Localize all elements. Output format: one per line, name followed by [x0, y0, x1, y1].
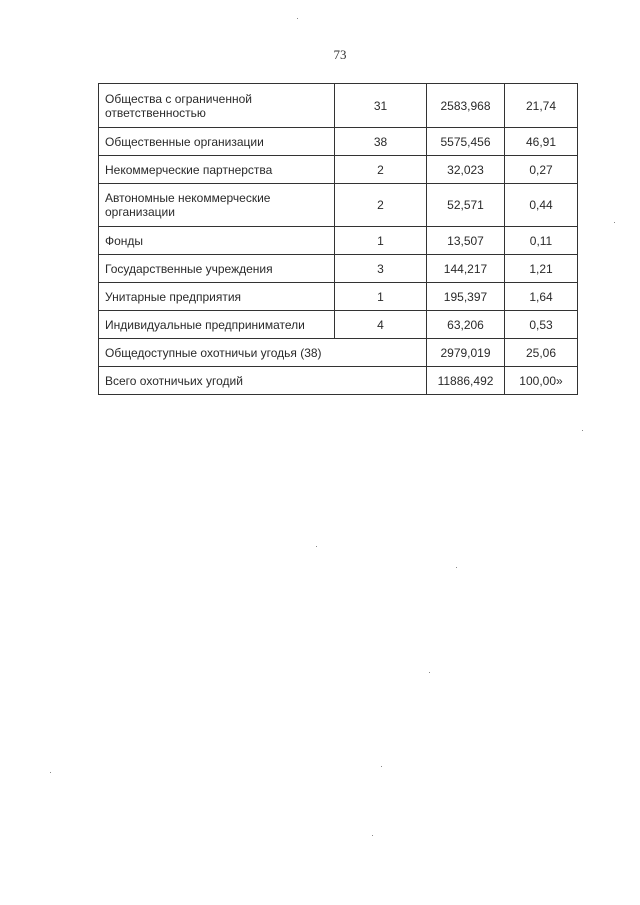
table-row — [99, 184, 578, 227]
total-label: Всего охотничьих угодий — [99, 367, 427, 395]
area-value: 195,397 — [427, 283, 505, 311]
organization-count: 1 — [335, 227, 427, 255]
organization-count: 31 — [335, 84, 427, 128]
organization-count: 38 — [335, 128, 427, 156]
scan-speck — [456, 567, 457, 568]
organization-type: Некоммерческие партнерства — [99, 156, 335, 184]
page-number: 73 — [333, 47, 347, 62]
table-row — [99, 255, 578, 283]
share-percent: 0,53 — [505, 311, 578, 339]
share-percent: 100,00» — [505, 367, 578, 395]
scan-speck — [614, 222, 615, 223]
table-row — [99, 227, 578, 255]
scan-speck — [50, 772, 51, 773]
scan-speck — [372, 835, 373, 836]
area-value: 11886,492 — [427, 367, 505, 395]
area-value: 63,206 — [427, 311, 505, 339]
area-value: 5575,456 — [427, 128, 505, 156]
scan-speck — [429, 672, 430, 673]
table-row — [99, 84, 578, 128]
organization-type: Унитарные предприятия — [99, 283, 335, 311]
organization-count: 2 — [335, 184, 427, 227]
organization-count: 1 — [335, 283, 427, 311]
organization-type: Общества с ограниченной ответственностью — [99, 84, 335, 128]
public-lands-label: Общедоступные охотничьи угодья (38) — [99, 339, 427, 367]
area-value: 32,023 — [427, 156, 505, 184]
organization-type: Общественные организации — [99, 128, 335, 156]
organization-count: 4 — [335, 311, 427, 339]
area-value: 2979,019 — [427, 339, 505, 367]
area-value: 52,571 — [427, 184, 505, 227]
area-value: 2583,968 — [427, 84, 505, 128]
total-row — [99, 367, 578, 395]
table-row — [99, 283, 578, 311]
organization-type: Государственные учреждения — [99, 255, 335, 283]
organization-type: Автономные некоммерческие организации — [99, 184, 335, 227]
scan-speck — [582, 430, 583, 431]
hunting-grounds-table — [98, 83, 578, 395]
table-row — [99, 311, 578, 339]
organization-type: Фонды — [99, 227, 335, 255]
share-percent: 1,64 — [505, 283, 578, 311]
area-value: 144,217 — [427, 255, 505, 283]
scan-speck — [297, 18, 298, 19]
share-percent: 0,11 — [505, 227, 578, 255]
share-percent: 46,91 — [505, 128, 578, 156]
share-percent: 0,27 — [505, 156, 578, 184]
share-percent: 25,06 — [505, 339, 578, 367]
table-row — [99, 156, 578, 184]
organization-count: 3 — [335, 255, 427, 283]
public-lands-row — [99, 339, 578, 367]
scan-speck — [381, 766, 382, 767]
share-percent: 21,74 — [505, 84, 578, 128]
organization-type: Индивидуальные предприниматели — [99, 311, 335, 339]
scan-speck — [316, 546, 317, 547]
share-percent: 1,21 — [505, 255, 578, 283]
share-percent: 0,44 — [505, 184, 578, 227]
table-row — [99, 128, 578, 156]
area-value: 13,507 — [427, 227, 505, 255]
organization-count: 2 — [335, 156, 427, 184]
